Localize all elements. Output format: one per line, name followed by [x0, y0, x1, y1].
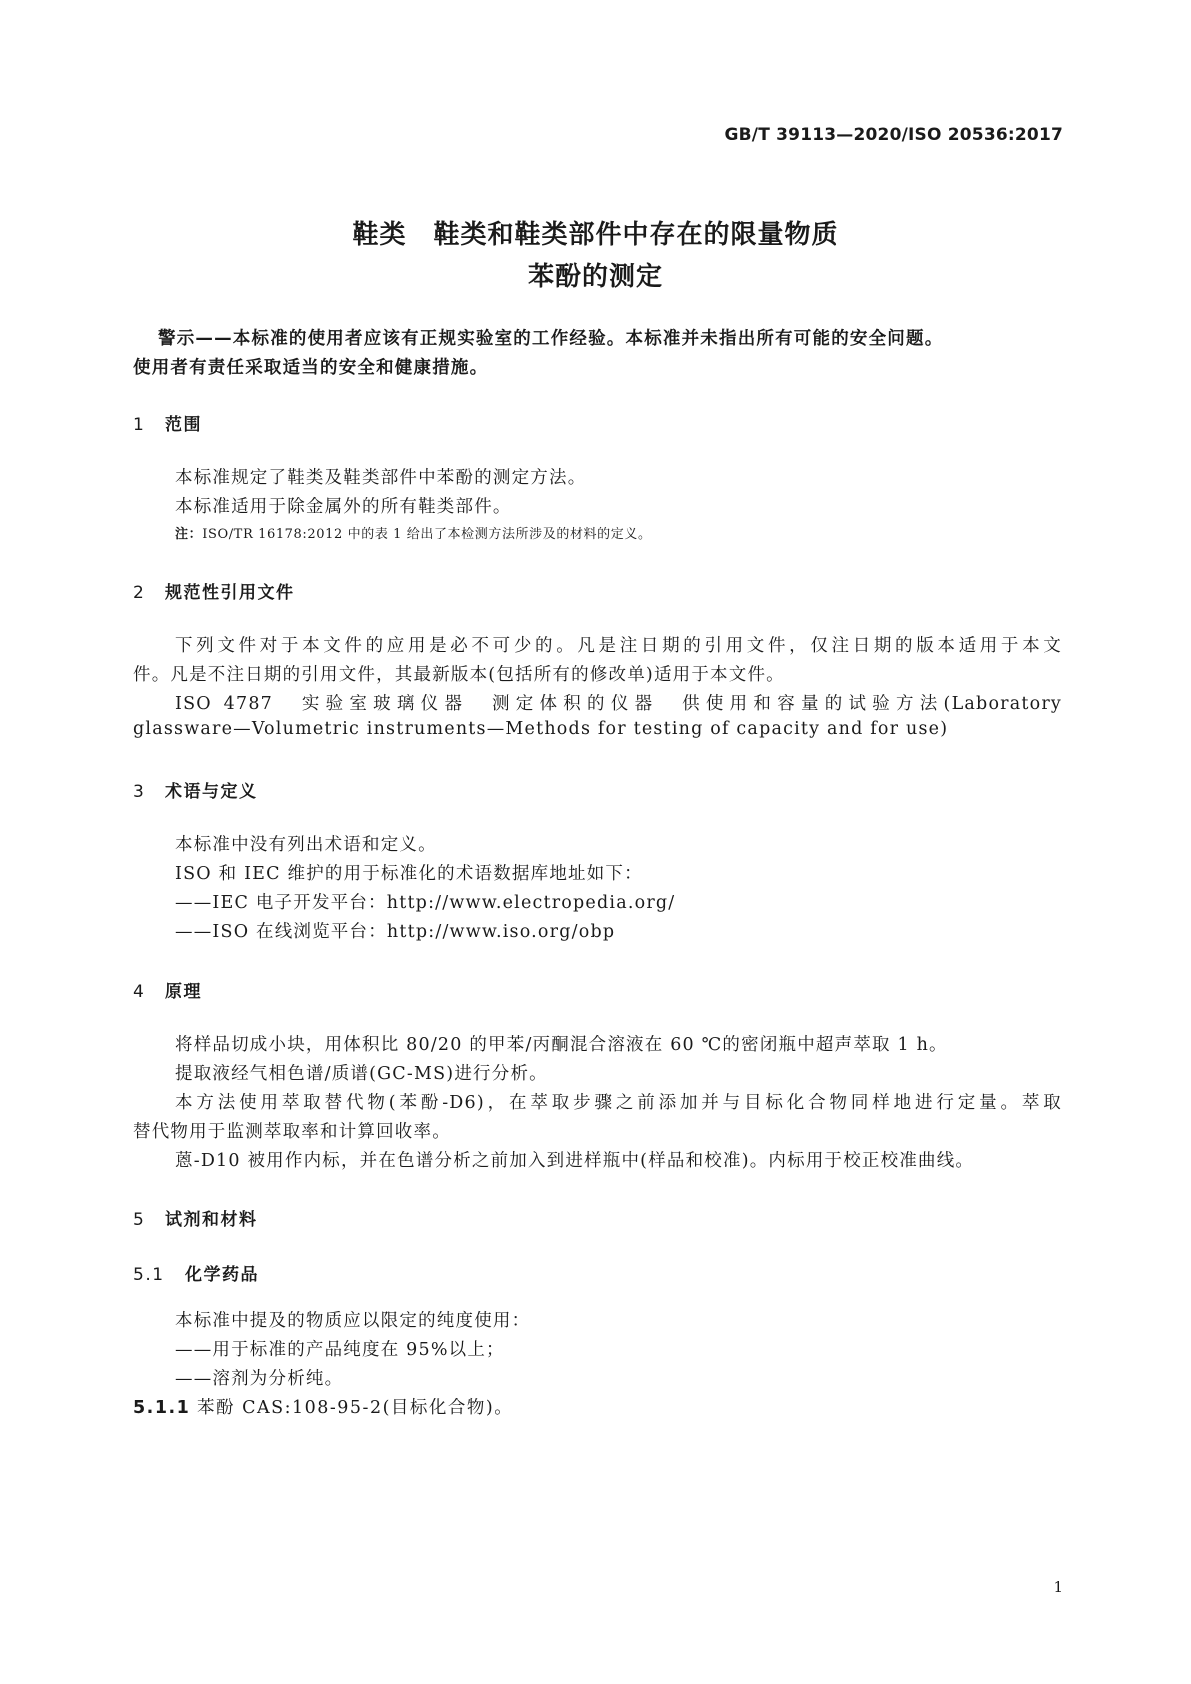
subsubsection-number: 5.1.1: [133, 1398, 191, 1418]
section-2-reference-line-1: ISO 4787 实验室玻璃仪器 测定体积的仪器 供使用和容量的试验方法(Laboratory: [175, 694, 1062, 714]
section-1-heading: [133, 410, 202, 435]
section-5-heading: [133, 1205, 258, 1230]
section-number: 3: [133, 782, 146, 802]
subsection-number: 5.1: [133, 1265, 165, 1285]
section-3-list-item-1: ——IEC 电子开发平台：http://www.electropedia.org/: [175, 893, 676, 913]
section-4-para-3-line-2: 替代物用于监测萃取率和计算回收率。: [133, 1122, 451, 1142]
section-4-para-1: 将样品切成小块，用体积比 80/20 的甲苯/丙酮混合溶液在 60 ℃的密闭瓶中超声萃取 1 h。: [175, 1035, 948, 1055]
note-label: 注：: [175, 527, 203, 542]
subsection-title: 化学药品: [185, 1265, 259, 1285]
section-number: 4: [133, 982, 146, 1002]
section-4-para-4: 蒽-D10 被用作内标，并在色谱分析之前加入到进样瓶中(样品和校准)。内标用于校正校准曲线。: [175, 1151, 975, 1171]
section-3-para-1: 本标准中没有列出术语和定义。: [175, 835, 437, 855]
title-line-2: 苯酚的测定: [527, 262, 663, 292]
section-title: 术语与定义: [165, 782, 258, 802]
section-title: 原理: [165, 982, 202, 1002]
section-5-1-list-item-1: ——用于标准的产品纯度在 95%以上；: [175, 1340, 505, 1360]
section-4-para-3-line-1: 本方法使用萃取替代物(苯酚-D6)，在萃取步骤之前添加并与目标化合物同样地进行定量。萃取: [175, 1093, 1062, 1113]
section-number: 5: [133, 1210, 146, 1230]
section-4-para-2: 提取液经气相色谱/质谱(GC-MS)进行分析。: [175, 1064, 548, 1084]
subsubsection-text: 苯酚 CAS:108-95-2(目标化合物)。: [197, 1398, 514, 1418]
section-1-note: [175, 523, 652, 542]
page-number: 1: [1053, 1578, 1063, 1596]
section-2-para-1-line-2: 件。凡是不注日期的引用文件，其最新版本(包括所有的修改单)适用于本文件。: [133, 665, 785, 685]
section-5-1-list-item-2: ——溶剂为分析纯。: [175, 1369, 344, 1389]
section-title: 规范性引用文件: [165, 583, 295, 603]
section-number: 2: [133, 583, 146, 603]
section-1-para-2: 本标准适用于除金属外的所有鞋类部件。: [175, 497, 512, 517]
section-5-1-1: [133, 1394, 513, 1419]
section-3-heading: [133, 777, 258, 802]
warning-line-1: 警示——本标准的使用者应该有正规实验室的工作经验。本标准并未指出所有可能的安全问题。: [158, 329, 944, 349]
section-3-para-2: ISO 和 IEC 维护的用于标准化的术语数据库地址如下：: [175, 864, 643, 884]
note-text: ISO/TR 16178:2012 中的表 1 给出了本检测方法所涉及的材料的定义。: [202, 527, 652, 542]
section-1-para-1: 本标准规定了鞋类及鞋类部件中苯酚的测定方法。: [175, 468, 587, 488]
standard-code: GB/T 39113—2020/ISO 20536:2017: [724, 125, 1063, 145]
section-title: 范围: [165, 415, 202, 435]
section-number: 1: [133, 415, 146, 435]
section-4-heading: [133, 977, 202, 1002]
section-2-para-1-line-1: 下列文件对于本文件的应用是必不可少的。凡是注日期的引用文件，仅注日期的版本适用于本文: [175, 636, 1062, 656]
warning-line-2: 使用者有责任采取适当的安全和健康措施。: [133, 358, 489, 378]
section-title: 试剂和材料: [165, 1210, 258, 1230]
section-5-1-para-1: 本标准中提及的物质应以限定的纯度使用：: [175, 1311, 531, 1331]
section-2-reference-line-2: glassware—Volumetric instruments—Methods for testing of capacity and for use): [133, 719, 949, 739]
section-5-1-heading: [133, 1260, 259, 1285]
title-line-1: 鞋类 鞋类和鞋类部件中存在的限量物质: [352, 220, 839, 250]
section-2-heading: [133, 578, 295, 603]
section-3-list-item-2: ——ISO 在线浏览平台：http://www.iso.org/obp: [175, 922, 616, 942]
